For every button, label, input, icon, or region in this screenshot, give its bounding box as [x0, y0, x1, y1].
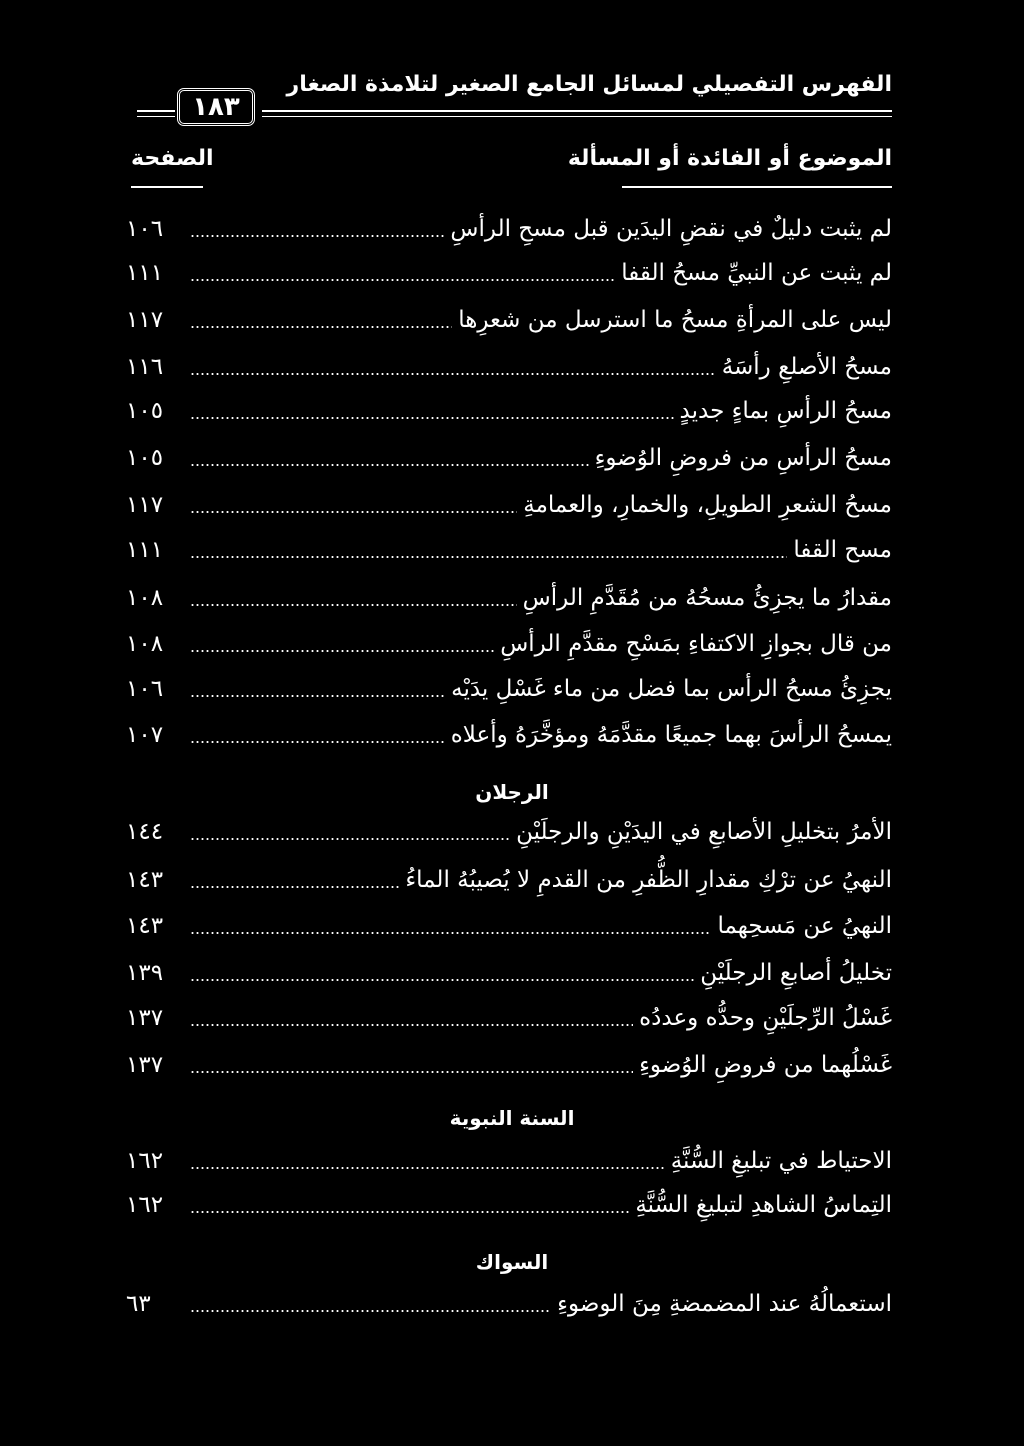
entry-topic: ليس على المرأةِ مسحُ ما استرسل من شعرِها: [458, 307, 892, 333]
dot-leader: [190, 838, 510, 840]
index-entry: [126, 672, 892, 706]
entry-topic: مسحُ الأصلعِ رأسَهُ: [721, 354, 892, 380]
page-column-underline: [131, 186, 203, 188]
dot-leader: [190, 373, 716, 375]
dot-leader: [190, 886, 399, 888]
index-entry: [126, 488, 892, 522]
dot-leader: [190, 1211, 629, 1213]
header-rule-right: [262, 110, 892, 112]
entry-page-number: ١٠٥: [126, 445, 164, 471]
dot-leader: [190, 556, 787, 558]
entry-page-number: ١٠٨: [126, 631, 164, 657]
entry-topic: التِماسُ الشاهدِ لتبليغِ السُّنَّةِ: [635, 1192, 892, 1218]
entry-topic: من قال بجوازِ الاكتفاءِ بمَسْحِ مقدَّمِ الرأسِ: [500, 631, 892, 657]
entry-page-number: ١١١: [126, 260, 164, 286]
topic-column-underline: [622, 186, 892, 188]
topic-column-title: الموضوع أو الفائدة أو المسألة: [567, 146, 892, 171]
entry-topic: الاحتياط في تبليغِ السُّنَّةِ: [670, 1148, 892, 1174]
dot-leader: [190, 464, 589, 466]
entry-page-number: ١١١: [126, 537, 164, 563]
dot-leader: [190, 604, 517, 606]
entry-page-number: ١٠٦: [126, 216, 164, 242]
index-entry: [126, 394, 892, 428]
dot-leader: [190, 511, 517, 513]
index-entry: [126, 863, 892, 897]
entry-page-number: ١٦٢: [126, 1192, 164, 1218]
index-entry: [126, 815, 892, 849]
running-title: الفهرس التفصيلي لمسائل الجامع الصغير لتلامذة الصغار: [286, 72, 892, 97]
entry-topic: استعمالُهُ عند المضمضةِ مِنَ الوضوءِ: [557, 1291, 892, 1317]
index-entry: [126, 581, 892, 615]
dot-leader: [190, 326, 452, 328]
index-entry: [126, 533, 892, 567]
dot-leader: [190, 1310, 551, 1312]
entry-topic: غَسْلُهما من فروضِ الوُضوءِ: [639, 1052, 892, 1078]
entry-page-number: ١١٦: [126, 354, 164, 380]
entry-topic: مسحُ الرأسِ بماءٍ جديدٍ: [679, 398, 892, 424]
entry-topic: النهيُ عن مَسحِهما: [717, 913, 892, 939]
dot-leader: [190, 741, 445, 743]
entry-page-number: ١٣٧: [126, 1005, 164, 1031]
entry-page-number: ١٤٤: [126, 819, 164, 845]
index-entry: [126, 718, 892, 752]
entry-page-number: ١٤٣: [126, 913, 164, 939]
index-entry: [126, 956, 892, 990]
index-entry: [126, 441, 892, 475]
entry-topic: مسح القفا: [793, 537, 892, 563]
index-entry: [126, 1048, 892, 1082]
index-entry: [126, 1001, 892, 1035]
index-entry: [126, 1287, 892, 1321]
dot-leader: [190, 235, 444, 237]
header-rule-left: [137, 110, 175, 112]
entry-page-number: ١٠٨: [126, 585, 164, 611]
page-column-title: الصفحة: [131, 146, 214, 171]
index-entry: [126, 1144, 892, 1178]
dot-leader: [190, 417, 674, 419]
entry-topic: مسحُ الرأسِ من فروضِ الوُضوءِ: [594, 445, 892, 471]
header-rule-right-thin: [262, 116, 892, 117]
entry-topic: لم يثبت عن النبيِّ مسحُ القفا: [621, 260, 892, 286]
entry-page-number: ١١٧: [126, 307, 164, 333]
header-rule-left-thin: [137, 116, 175, 117]
entry-page-number: ١٣٩: [126, 960, 164, 986]
dot-leader: [190, 1167, 665, 1169]
section-title-sunnah: السنة النبوية: [449, 1106, 575, 1130]
section-title-feet: الرجلان: [475, 780, 549, 804]
entry-topic: الأمرُ بتخليلِ الأصابعِ في اليدَيْنِ والرجلَيْنِ: [516, 819, 892, 845]
dot-leader: [190, 932, 711, 934]
dot-leader: [190, 695, 445, 697]
page-number-box: [177, 88, 255, 126]
entry-page-number: ١١٧: [126, 492, 164, 518]
entry-page-number: ١٠٧: [126, 722, 164, 748]
dot-leader: [190, 1024, 633, 1026]
entry-page-number: ١٠٦: [126, 676, 164, 702]
entry-topic: مقدارُ ما يجزِئُ مسحُهُ من مُقَدَّمِ الرأسِ: [522, 585, 892, 611]
entry-page-number: ١٠٥: [126, 398, 164, 424]
dot-leader: [190, 650, 494, 652]
entry-topic: يجزِئُ مسحُ الرأس بما فضل من ماء غَسْلِ يدَيْه: [451, 676, 892, 702]
entry-topic: مسحُ الشعرِ الطويلِ، والخمارِ، والعمامةِ: [523, 492, 892, 518]
index-entry: [126, 350, 892, 384]
index-entry: [126, 627, 892, 661]
entry-page-number: ١٦٢: [126, 1148, 164, 1174]
index-entry: [126, 909, 892, 943]
entry-topic: يمسحُ الرأسَ بهما جميعًا مقدَّمَهُ ومؤخَّرَهُ وأعلاه: [450, 722, 892, 748]
entry-page-number: ٦٣: [126, 1291, 151, 1317]
entry-topic: تخليلُ أصابعِ الرجلَيْنِ: [700, 960, 892, 986]
index-entry: [126, 1188, 892, 1222]
dot-leader: [190, 1071, 633, 1073]
entry-topic: غَسْلُ الرِّجلَيْنِ وحدُّه وعددُه: [639, 1005, 892, 1031]
section-title-siwak: السواك: [475, 1250, 549, 1274]
entry-page-number: ١٣٧: [126, 1052, 164, 1078]
dot-leader: [190, 279, 615, 281]
entry-page-number: ١٤٣: [126, 867, 164, 893]
index-entry: [126, 256, 892, 290]
dot-leader: [190, 979, 694, 981]
entry-topic: النهيُ عن ترْكِ مقدارِ الظُّفرِ من القدمِ لا يُصيبُهُ الماءُ: [405, 867, 892, 893]
index-entry: [126, 212, 892, 246]
entry-topic: لم يثبت دليلٌ في نقضِ اليدَين قبل مسحِ الرأسِ: [450, 216, 892, 242]
index-entry: [126, 303, 892, 337]
page-number: ١٨٣: [192, 92, 240, 122]
